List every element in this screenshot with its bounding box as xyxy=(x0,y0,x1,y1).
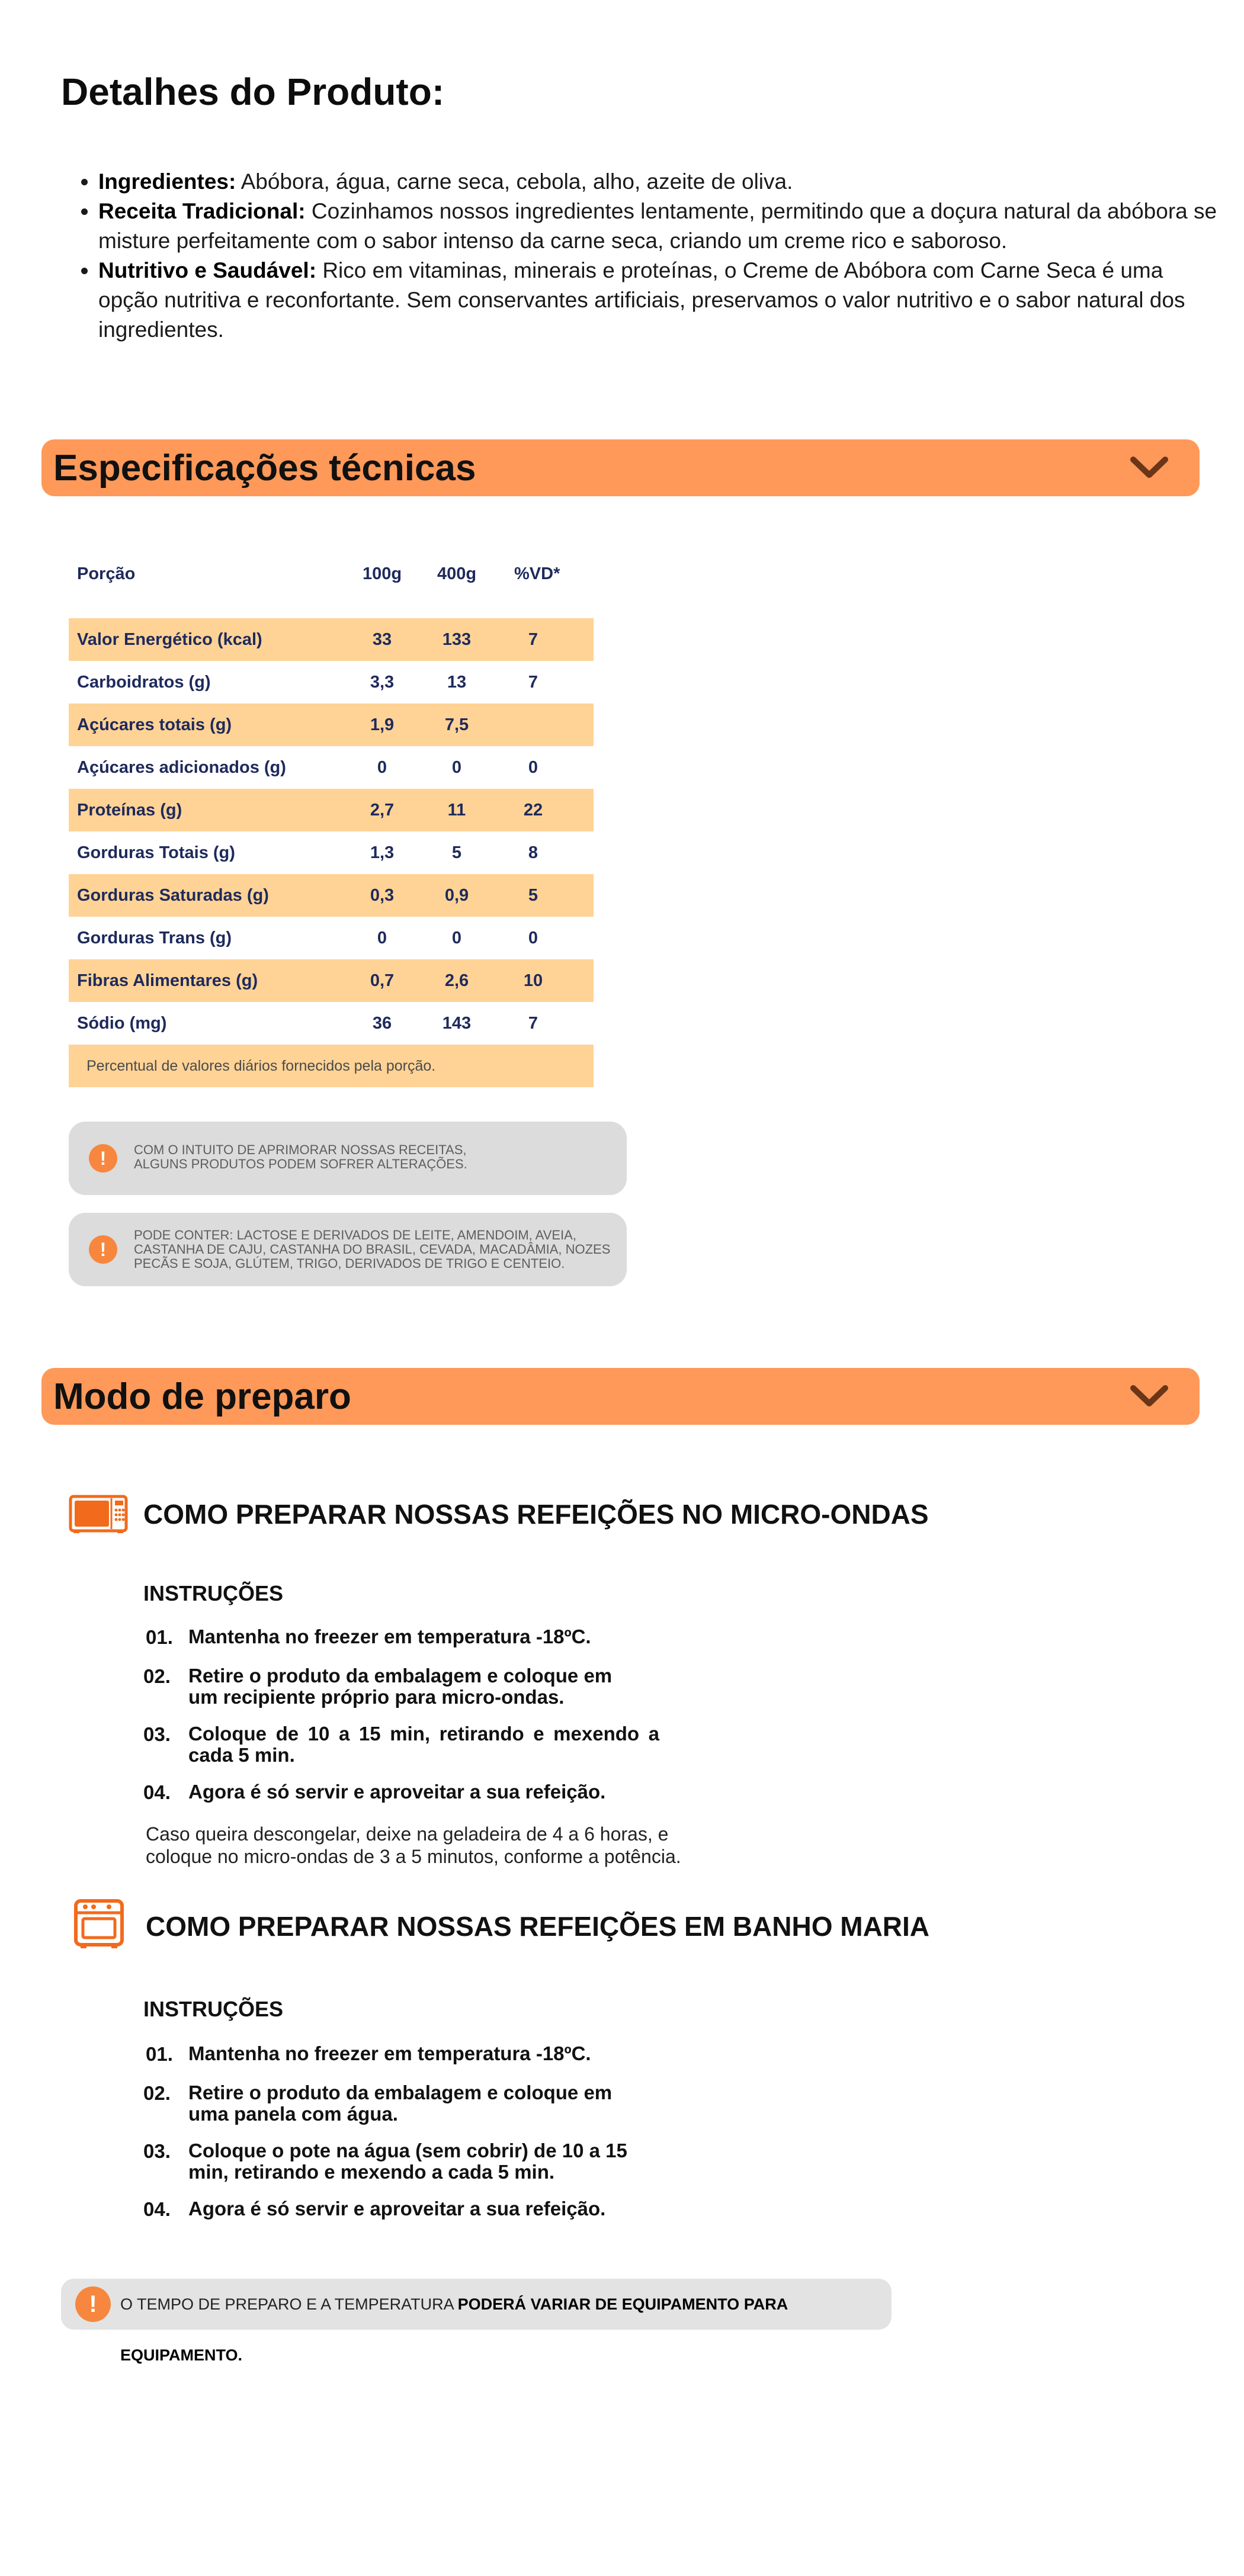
step-line: Mantenha no freezer em temperatura -18ºC. xyxy=(188,1626,591,1647)
nutrient-name: Valor Energético (kcal) xyxy=(77,630,262,649)
step-text xyxy=(188,2043,680,2064)
value-400g: 5 xyxy=(451,843,462,862)
bullet-label: Nutritivo e Saudável: xyxy=(98,258,317,282)
step-line: min, retirando e mexendo a cada 5 min. xyxy=(188,2161,555,2183)
step-text xyxy=(188,1665,680,1708)
step-text xyxy=(188,1626,680,1647)
value-100g: 2,7 xyxy=(370,801,395,820)
nutrition-table-header xyxy=(69,559,594,589)
step-number: 01. xyxy=(146,1626,173,1648)
value-400g: 0 xyxy=(451,758,462,777)
microwave-icon xyxy=(69,1495,128,1534)
step-text xyxy=(188,2140,680,2183)
nutrition-row xyxy=(69,618,594,661)
value-vd: 7 xyxy=(528,630,538,649)
step-text xyxy=(188,1781,680,1803)
nutrient-name: Proteínas (g) xyxy=(77,801,182,820)
nutrition-row xyxy=(69,746,594,789)
bainmarie-subheading: INSTRUÇÕES xyxy=(143,1997,284,2021)
details-list xyxy=(64,167,1224,345)
nutrient-name: Gorduras Trans (g) xyxy=(77,929,232,947)
microwave-subheading: INSTRUÇÕES xyxy=(143,1581,284,1605)
step-line: Agora é só servir e aproveitar a sua refeição. xyxy=(188,2198,606,2220)
nutrition-row xyxy=(69,789,594,831)
value-100g: 0,3 xyxy=(370,886,395,905)
specs-accordion-header[interactable] xyxy=(41,439,1200,496)
notice-allergens xyxy=(69,1213,627,1286)
value-100g: 0 xyxy=(377,929,387,947)
value-vd xyxy=(514,704,552,746)
value-vd: 5 xyxy=(528,886,538,905)
value-100g: 33 xyxy=(372,630,392,649)
nutrient-name: Sódio (mg) xyxy=(77,1014,167,1033)
nutrition-row xyxy=(69,959,594,1002)
step-line: Coloque o pote na água (sem cobrir) de 10 a 15 xyxy=(188,2140,627,2161)
value-400g: 13 xyxy=(447,673,467,692)
header-400g: 400g xyxy=(437,564,477,583)
nutrition-row xyxy=(69,704,594,746)
value-vd: 0 xyxy=(528,929,538,947)
nutrient-name: Açúcares adicionados (g) xyxy=(77,758,286,777)
header-100g: 100g xyxy=(362,564,402,583)
exclamation-icon: ! xyxy=(89,1235,117,1264)
warning-bold: PODERÁ VARIAR DE EQUIPAMENTO PARA EQUIPAMENTO. xyxy=(120,2295,788,2364)
value-400g: 0 xyxy=(451,929,462,947)
prep-accordion-header[interactable] xyxy=(41,1368,1200,1425)
exclamation-icon: ! xyxy=(75,2286,111,2322)
step-line: Coloque de 10 a 15 min, retirando e mexendo a xyxy=(188,1723,659,1745)
step-line: Mantenha no freezer em temperatura -18ºC. xyxy=(188,2042,591,2064)
value-100g: 3,3 xyxy=(370,673,395,692)
chevron-down-icon[interactable] xyxy=(1128,455,1170,481)
bullet-text: Rico em vitaminas, minerais e proteínas, o Creme de Abóbora com Carne Seca é uma opção nutritiva e reconfortante. Sem conservantes artificiais, preservamos o valor nutritivo e o sabor natural dos ingredientes. xyxy=(98,258,1185,342)
nutrition-row xyxy=(69,831,594,874)
microwave-note xyxy=(146,1823,681,1868)
notice-line: PECÃS E SOJA, GLÚTEM, TRIGO, DERIVADOS DE TRIGO E CENTEIO. xyxy=(134,1256,565,1271)
value-vd: 0 xyxy=(528,758,538,777)
value-400g: 7,5 xyxy=(444,715,469,734)
value-vd: 8 xyxy=(528,843,538,862)
step-number: 03. xyxy=(143,1723,171,1745)
nutrient-name: Fibras Alimentares (g) xyxy=(77,971,258,990)
step-text xyxy=(188,1723,659,1766)
nutrition-footnote: Percentual de valores diários fornecidos pela porção. xyxy=(69,1045,594,1087)
notice-line: CASTANHA DE CAJU, CASTANHA DO BRASIL, CEVADA, MACADÂMIA, NOZES xyxy=(134,1242,611,1257)
value-400g: 133 xyxy=(442,630,472,649)
details-bullet xyxy=(98,167,1224,197)
notice-line: ALGUNS PRODUTOS PODEM SOFRER ALTERAÇÕES. xyxy=(134,1157,467,1171)
value-100g: 0,7 xyxy=(370,971,395,990)
warning-normal: O TEMPO DE PREPARO E A TEMPERATURA xyxy=(120,2295,458,2313)
step-number: 02. xyxy=(143,2082,171,2104)
bullet-label: Receita Tradicional: xyxy=(98,199,306,223)
note-line: Caso queira descongelar, deixe na geladeira de 4 a 6 horas, e xyxy=(146,1823,669,1845)
step-line: uma panela com água. xyxy=(188,2103,398,2125)
value-vd: 10 xyxy=(523,971,543,990)
step-text xyxy=(188,2082,680,2125)
bullet-text: Abóbora, água, carne seca, cebola, alho, azeite de oliva. xyxy=(241,169,793,194)
header-vd: %VD* xyxy=(514,564,560,583)
value-vd: 7 xyxy=(528,673,538,692)
value-400g: 0,9 xyxy=(444,886,469,905)
step-number: 01. xyxy=(146,2043,173,2065)
notice-line: PODE CONTER: LACTOSE E DERIVADOS DE LEITE, AMENDOIM, AVEIA, xyxy=(134,1228,576,1242)
step-number: 02. xyxy=(143,1665,171,1687)
nutrient-name: Carboidratos (g) xyxy=(77,673,211,692)
value-400g: 2,6 xyxy=(444,971,469,990)
notice-recipe-changes xyxy=(69,1122,627,1195)
details-title: Detalhes do Produto: xyxy=(61,70,445,113)
bullet-text: Cozinhamos nossos ingredientes lentamente, permitindo que a doçura natural da abóbora se misture perfeitamente com o sabor intenso da carne seca, criando um creme rico e saboroso. xyxy=(98,199,1217,253)
step-number: 03. xyxy=(143,2140,171,2162)
specs-title: Especificações técnicas xyxy=(53,447,476,489)
step-line: cada 5 min. xyxy=(188,1744,295,1766)
step-number: 04. xyxy=(143,1781,171,1803)
details-bullet xyxy=(98,197,1224,256)
step-line: Retire o produto da embalagem e coloque em xyxy=(188,1665,613,1687)
nutrition-row xyxy=(69,1002,594,1045)
step-number: 04. xyxy=(143,2198,171,2220)
step-line: um recipiente próprio para micro-ondas. xyxy=(188,1686,565,1708)
value-100g: 1,3 xyxy=(370,843,395,862)
value-vd: 22 xyxy=(523,801,543,820)
warning-text xyxy=(120,2279,892,2381)
nutrition-row xyxy=(69,917,594,959)
notice-text xyxy=(134,1143,467,1171)
nutrition-row xyxy=(69,874,594,917)
value-vd: 7 xyxy=(528,1014,538,1033)
value-400g: 11 xyxy=(447,801,466,820)
value-100g: 1,9 xyxy=(370,715,395,734)
details-bullet xyxy=(98,256,1224,345)
notice-line: COM O INTUITO DE APRIMORAR NOSSAS RECEITAS, xyxy=(134,1142,467,1157)
value-100g: 36 xyxy=(372,1014,392,1033)
value-400g: 143 xyxy=(442,1014,472,1033)
value-100g: 0 xyxy=(377,758,387,777)
nutrient-name: Açúcares totais (g) xyxy=(77,715,232,734)
header-portion: Porção xyxy=(77,564,136,583)
note-line: coloque no micro-ondas de 3 a 5 minutos, conforme a potência. xyxy=(146,1846,681,1867)
chevron-down-icon[interactable] xyxy=(1128,1383,1170,1409)
microwave-heading: COMO PREPARAR NOSSAS REFEIÇÕES NO MICRO-ONDAS xyxy=(143,1499,929,1530)
bainmarie-heading: COMO PREPARAR NOSSAS REFEIÇÕES EM BANHO MARIA xyxy=(146,1911,930,1942)
nutrient-name: Gorduras Totais (g) xyxy=(77,843,235,862)
step-text xyxy=(188,2198,680,2220)
nutrient-name: Gorduras Saturadas (g) xyxy=(77,886,269,905)
prep-title: Modo de preparo xyxy=(53,1376,351,1417)
exclamation-icon: ! xyxy=(89,1144,117,1173)
step-line: Agora é só servir e aproveitar a sua refeição. xyxy=(188,1781,606,1803)
bullet-label: Ingredientes: xyxy=(98,169,236,194)
stove-icon xyxy=(73,1899,124,1949)
step-line: Retire o produto da embalagem e coloque em xyxy=(188,2082,613,2103)
prep-warning xyxy=(61,2279,892,2364)
notice-text xyxy=(134,1228,610,1271)
nutrition-row xyxy=(69,661,594,704)
